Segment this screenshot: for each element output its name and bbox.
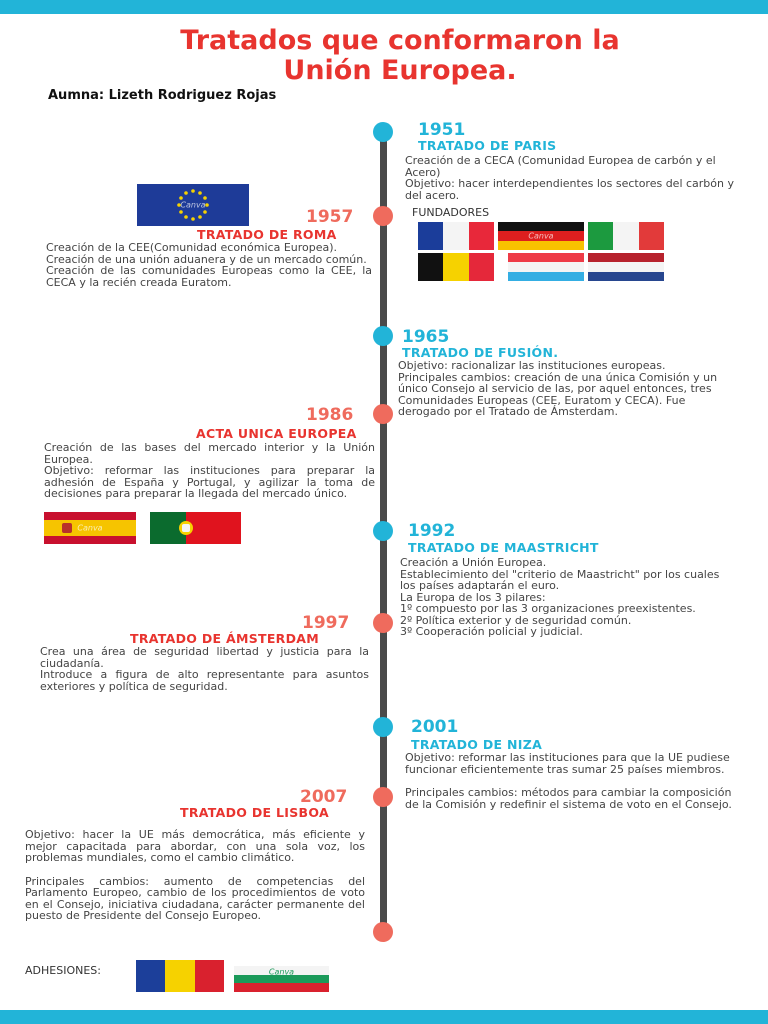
treaty-maastricht-title: TRATADO DE MAASTRICHT xyxy=(408,540,599,555)
timeline-dot-end xyxy=(373,922,393,942)
year-2001: 2001 xyxy=(411,717,459,737)
year-1951: 1951 xyxy=(418,120,466,140)
timeline-dot-1965 xyxy=(373,326,393,346)
treaty-lisboa-text: Objetivo: hacer la UE más democrática, más eficiente y mejor capacitada para abordar, con una sola voz, los problemas mundiales, como el cambio climático. Principales cambios: aumento de competencias del Parlamento Europeo, cambio de los procedimientos de voto en el Consejo, iniciativa ciudadana, carácter permanente del puesto de Presidente del Consejo Europeo. xyxy=(25,828,365,922)
treaty-fusion-title: TRATADO DE FUSIÓN. xyxy=(402,345,559,360)
timeline-dot-1986 xyxy=(373,404,393,424)
treaty-niza-text: Objetivo: reformar las instituciones para que la UE pudiese funcionar eficientemente tras sumar 25 países miembros. Principales cambios: métodos para cambiar la composición de la Comisión y redefinir el sistema de voto en el Consejo. xyxy=(405,751,732,811)
treaty-amsterdam-text: Crea una área de seguridad libertad y justicia para la ciudadanía. Introduce a figura de alto representante para asuntos exteriores y política de seguridad. xyxy=(40,645,369,693)
portugal-flag-icon xyxy=(150,512,241,544)
year-1957: 1957 xyxy=(306,207,354,227)
timeline-dot-2001 xyxy=(373,717,393,737)
student-name: Aumna: Lizeth Rodriguez Rojas xyxy=(48,88,277,103)
timeline-dot-1957 xyxy=(373,206,393,226)
treaty-lisboa-title: TRATADO DE LISBOA xyxy=(180,805,329,820)
timeline-dot-1992 xyxy=(373,521,393,541)
romania-flag-icon xyxy=(136,960,224,992)
france-flag-icon xyxy=(418,222,494,250)
luxembourg-flag-icon xyxy=(508,253,584,281)
founders-label: FUNDADORES xyxy=(412,206,490,219)
adhesions-label: ADHESIONES: xyxy=(25,964,101,977)
timeline-dot-2007 xyxy=(373,787,393,807)
treaty-rome-text: Creación de la CEE(Comunidad económica Europea). Creación de una unión aduanera y de un mercado común. Creación de las comunidades Europeas como la CEE, la CECA y la recién creada Euratom. xyxy=(46,241,372,289)
year-1997: 1997 xyxy=(302,613,350,633)
treaty-niza-title: TRATADO DE NIZA xyxy=(411,737,543,752)
timeline-dot-1997 xyxy=(373,613,393,633)
timeline-dot-1951 xyxy=(373,122,393,142)
germany-flag-icon: Canva xyxy=(498,222,584,250)
netherlands-flag-icon xyxy=(588,253,664,281)
year-1986: 1986 xyxy=(306,405,354,425)
top-band xyxy=(0,0,768,14)
bulgaria-flag-icon: Canva xyxy=(234,966,329,992)
treaty-rome-title: TRATADO DE ROMA xyxy=(197,227,337,242)
treaty-amsterdam-title: TRATADO DE ÁMSTERDAM xyxy=(130,631,320,646)
bottom-band xyxy=(0,1010,768,1024)
acta-unica-text: Creación de las bases del mercado interior y la Unión Europea. Objetivo: reformar las instituciones para preparar la adhesión de España y Portugal, y agilizar la toma de decisiones para preparar la llegada del mercado único. xyxy=(44,441,375,500)
italy-flag-icon xyxy=(588,222,664,250)
treaty-maastricht-text: Creación a Unión Europea. Establecimiento del "criterio de Maastricht" por los cuales los países adaptarán el euro. La Europa de los 3 pilares: 1º compuesto por las 3 organizaciones preexistentes. 2º Política exterior y de seguridad común. 3º Cooperación policial y judicial. xyxy=(400,556,720,638)
year-1992: 1992 xyxy=(408,521,456,541)
year-2007: 2007 xyxy=(300,787,348,807)
eu-flag-icon: Canva xyxy=(137,184,249,226)
treaty-paris-text: Creación de a CECA (Comunidad Europea de carbón y el Acero) Objetivo: hacer interdependientes los sectores del carbón y del acero. xyxy=(405,154,735,202)
treaty-paris-title: TRATADO DE PARIS xyxy=(418,138,557,153)
acta-unica-title: ACTA UNICA EUROPEA xyxy=(196,426,357,441)
page-title: Tratados que conformaron la Unión Europea. xyxy=(180,25,620,86)
treaty-fusion-text: Objetivo: racionalizar las instituciones europeas. Principales cambios: creación de una única Comisión y un único Consejo al servicio de las, por aquel entonces, tres Comunidades Europeas (CEE, Euratom y CECA). Fue derogado por el Tratado de Ámsterdam. xyxy=(398,359,718,418)
spain-flag-icon: Canva xyxy=(44,512,136,544)
year-1965: 1965 xyxy=(402,327,450,347)
belgium-flag-icon xyxy=(418,253,494,281)
